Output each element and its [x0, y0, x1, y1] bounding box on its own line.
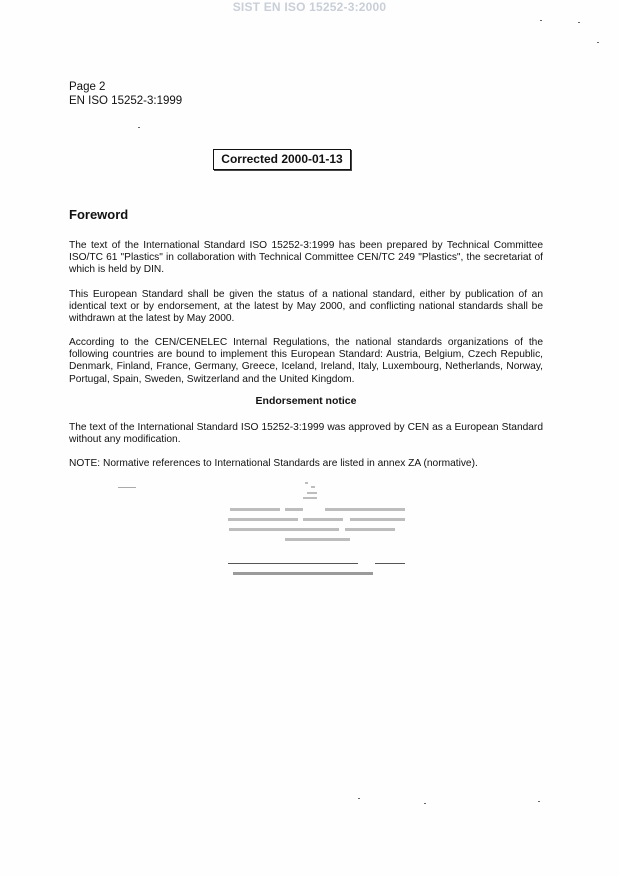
standard-reference: EN ISO 15252-3:1999 — [69, 95, 183, 107]
page-header — [69, 80, 182, 108]
corrected-date-box: Corrected 2000-01-13 — [213, 149, 351, 170]
scan-speck — [540, 20, 542, 21]
foreword-paragraph-2: This European Standard shall be given the status of a national standard, either by publication of an identical text or by endorsement, at the latest by May 2000, and conflicting national standards shall be withdrawn at the latest by May 2000. — [69, 289, 543, 325]
normative-note: NOTE: Normative references to International Standards are listed in annex ZA (normative). — [69, 458, 478, 469]
page-number: Page 2 — [69, 81, 106, 93]
scan-speck — [424, 803, 426, 804]
endorsement-paragraph: The text of the International Standard ISO 15252-3:1999 was approved by CEN as a European Standard without any modification. — [69, 422, 543, 446]
scan-speck — [597, 42, 599, 43]
watermark: SIST EN ISO 15252-3:2000 — [232, 0, 387, 14]
scan-speck — [358, 798, 360, 799]
scan-speck — [578, 22, 580, 23]
endorsement-heading: Endorsement notice — [255, 395, 357, 407]
faded-stamp-image — [225, 480, 415, 585]
foreword-heading: Foreword — [69, 207, 129, 222]
scan-speck — [538, 801, 540, 802]
scan-speck — [138, 127, 140, 128]
foreword-paragraph-3: According to the CEN/CENELEC Internal Regulations, the national standards organizations of the following countries are bound to implement this European Standard: Austria, Belgium, Czech Republic, Denmark, Finland, France, Germany, Greece, Iceland, Ireland, Italy, Luxembourg, Netherlands, Norway, Portugal, Spain, Sweden, Switzerland and the United Kingdom. — [69, 337, 543, 385]
foreword-paragraph-1: The text of the International Standard ISO 15252-3:1999 has been prepared by Technical Committee ISO/TC 61 "Plastics" in collaboration with Technical Committee CEN/TC 249 "Plastics", the secretariat of which is held by DIN. — [69, 240, 543, 276]
scan-speck — [118, 487, 136, 488]
